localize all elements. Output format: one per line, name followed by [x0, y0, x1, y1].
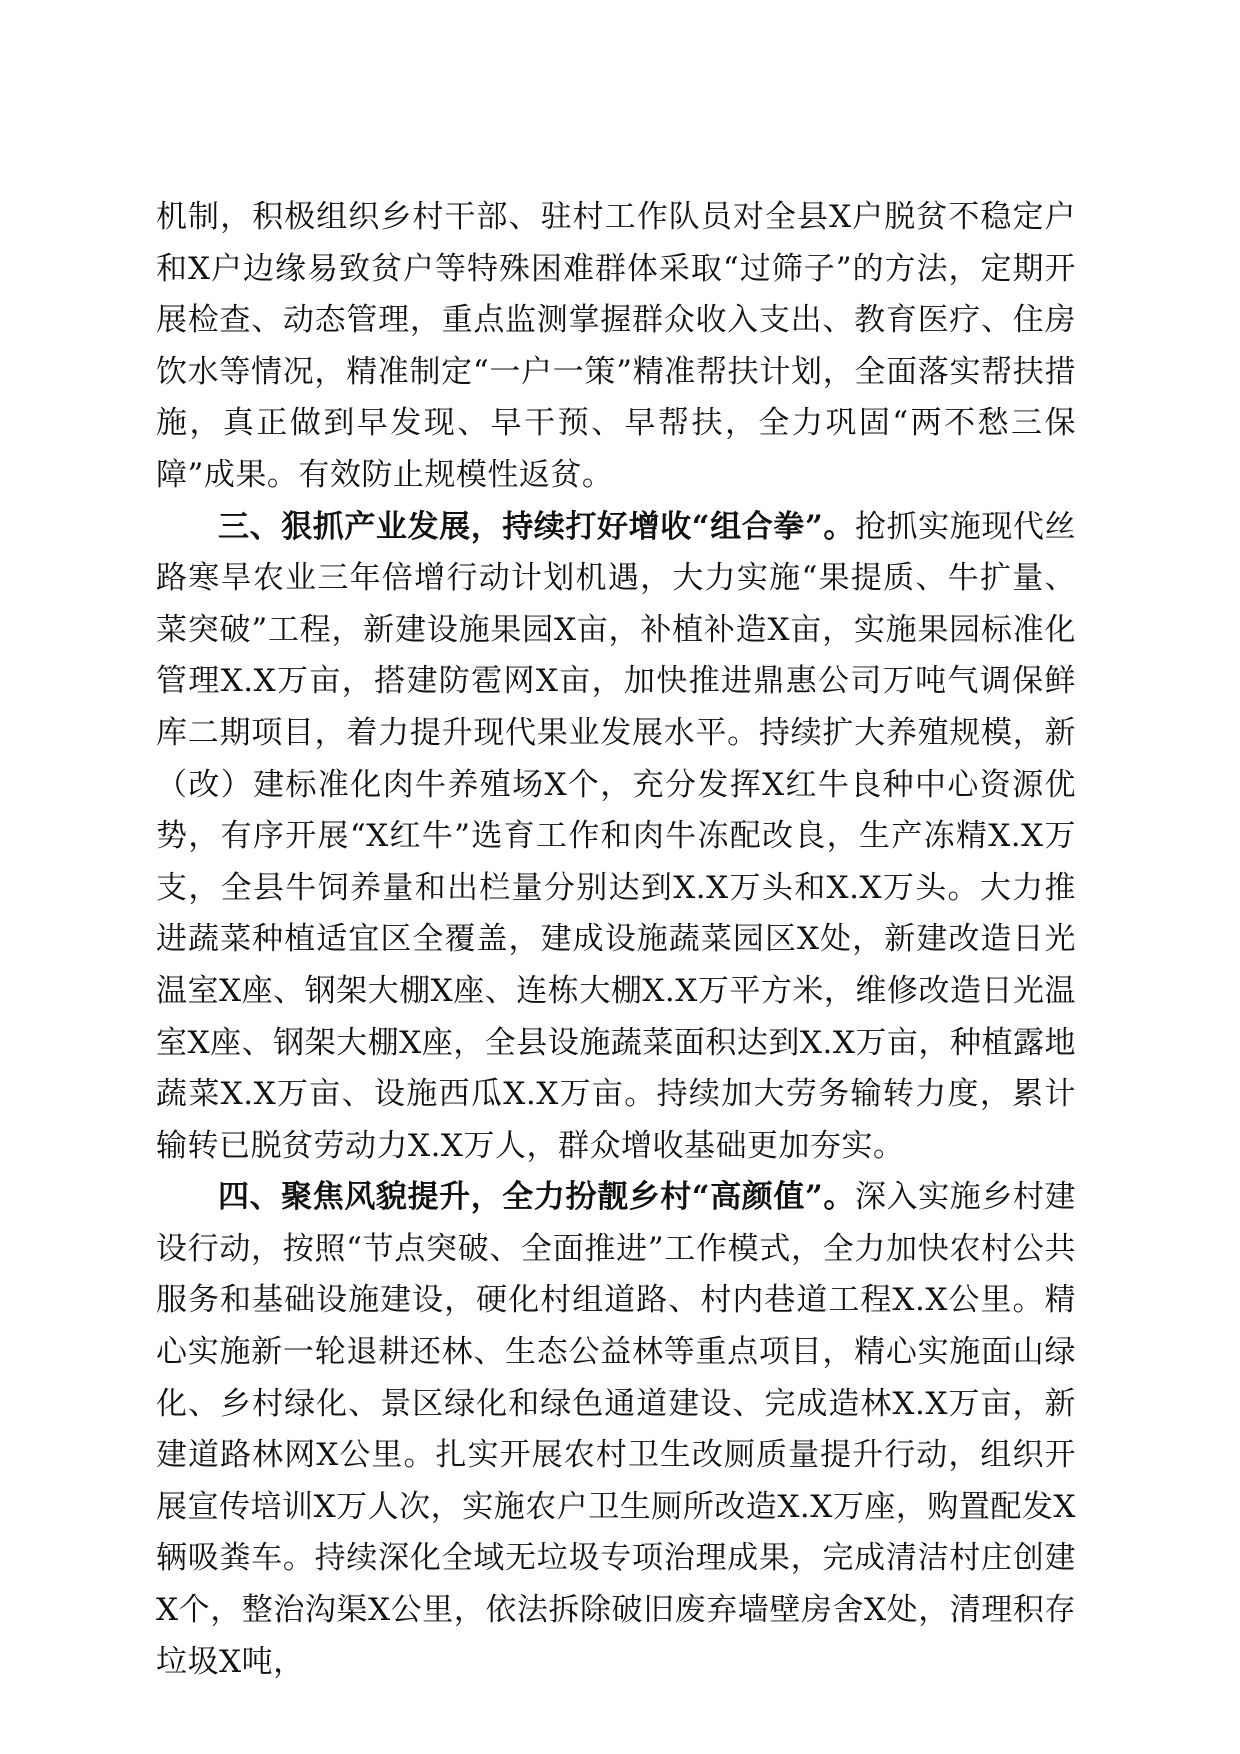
paragraph-section-4 [156, 1172, 1076, 1688]
section-heading-3: 三、狠抓产业发展，持续打好增收“组合拳”。 [218, 508, 855, 545]
paragraph-section-3 [156, 502, 1076, 1173]
paragraph-text: 抢抓实施现代丝路寒旱农业三年倍增行动计划机遇，大力实施“果提质、牛扩量、菜突破”工程，新建设施果园X亩，补植补造X亩，实施果园标准化管理X.X万亩，搭建防雹网X亩，加快推进鼎惠公司万吨气调保鲜库二期项目，着力提升现代果业发展水平。持续扩大养殖规模，新（改）建标准化肉牛养殖场X个，充分发挥X红牛良种中心资源优势，有序开展“X红牛”选育工作和肉牛冻配改良，生产冻精X.X万支，全县牛饲养量和出栏量分别达到X.X万头和X.X万头。大力推进蔬菜种植适宜区全覆盖，建成设施蔬菜园区X处，新建改造日光温室X座、钢架大棚X座、连栋大棚X.X万平方米，维修改造日光温室X座、钢架大棚X座，全县设施蔬菜面积达到X.X万亩，种植露地蔬菜X.X万亩、设施西瓜X.X万亩。持续加大劳务输转力度，累计输转已脱贫劳动力X.X万人，群众增收基础更加夯实。 [156, 508, 1077, 1164]
paragraph-text: 深入实施乡村建设行动，按照“节点突破、全面推进”工作模式，全力加快农村公共服务和基础设施建设，硬化村组道路、村内巷道工程X.X公里。精心实施新一轮退耕还林、生态公益林等重点项目，精心实施面山绿化、乡村绿化、景区绿化和绿色通道建设、完成造林X.X万亩，新建道路林网X公里。扎实开展农村卫生改厕质量提升行动，组织开展宣传培训X万人次，实施农户卫生厕所改造X.X万座，购置配发X辆吸粪车。持续深化全域无垃圾专项治理成果，完成清洁村庄创建X个，整治沟渠X公里，依法拆除破旧废弃墙壁房舍X处，清理积存垃圾X吨， [156, 1179, 1077, 1680]
paragraph-text: 机制，积极组织乡村干部、驻村工作队员对全县X户脱贫不稳定户和X户边缘易致贫户等特殊困难群体采取“过筛子”的方法，定期开展检查、动态管理，重点监测掌握群众收入支出、教育医疗、住房饮水等情况，精准制定“一户一策”精准帮扶计划，全面落实帮扶措施，真正做到早发现、早干预、早帮扶，全力巩固“两不愁三保障”成果。有效防止规模性返贫。 [156, 199, 1076, 493]
section-heading-4: 四、聚焦风貌提升，全力扮靓乡村“高颜值”。 [218, 1179, 855, 1216]
document-body [156, 192, 1076, 1688]
paragraph-continuation [156, 192, 1076, 502]
